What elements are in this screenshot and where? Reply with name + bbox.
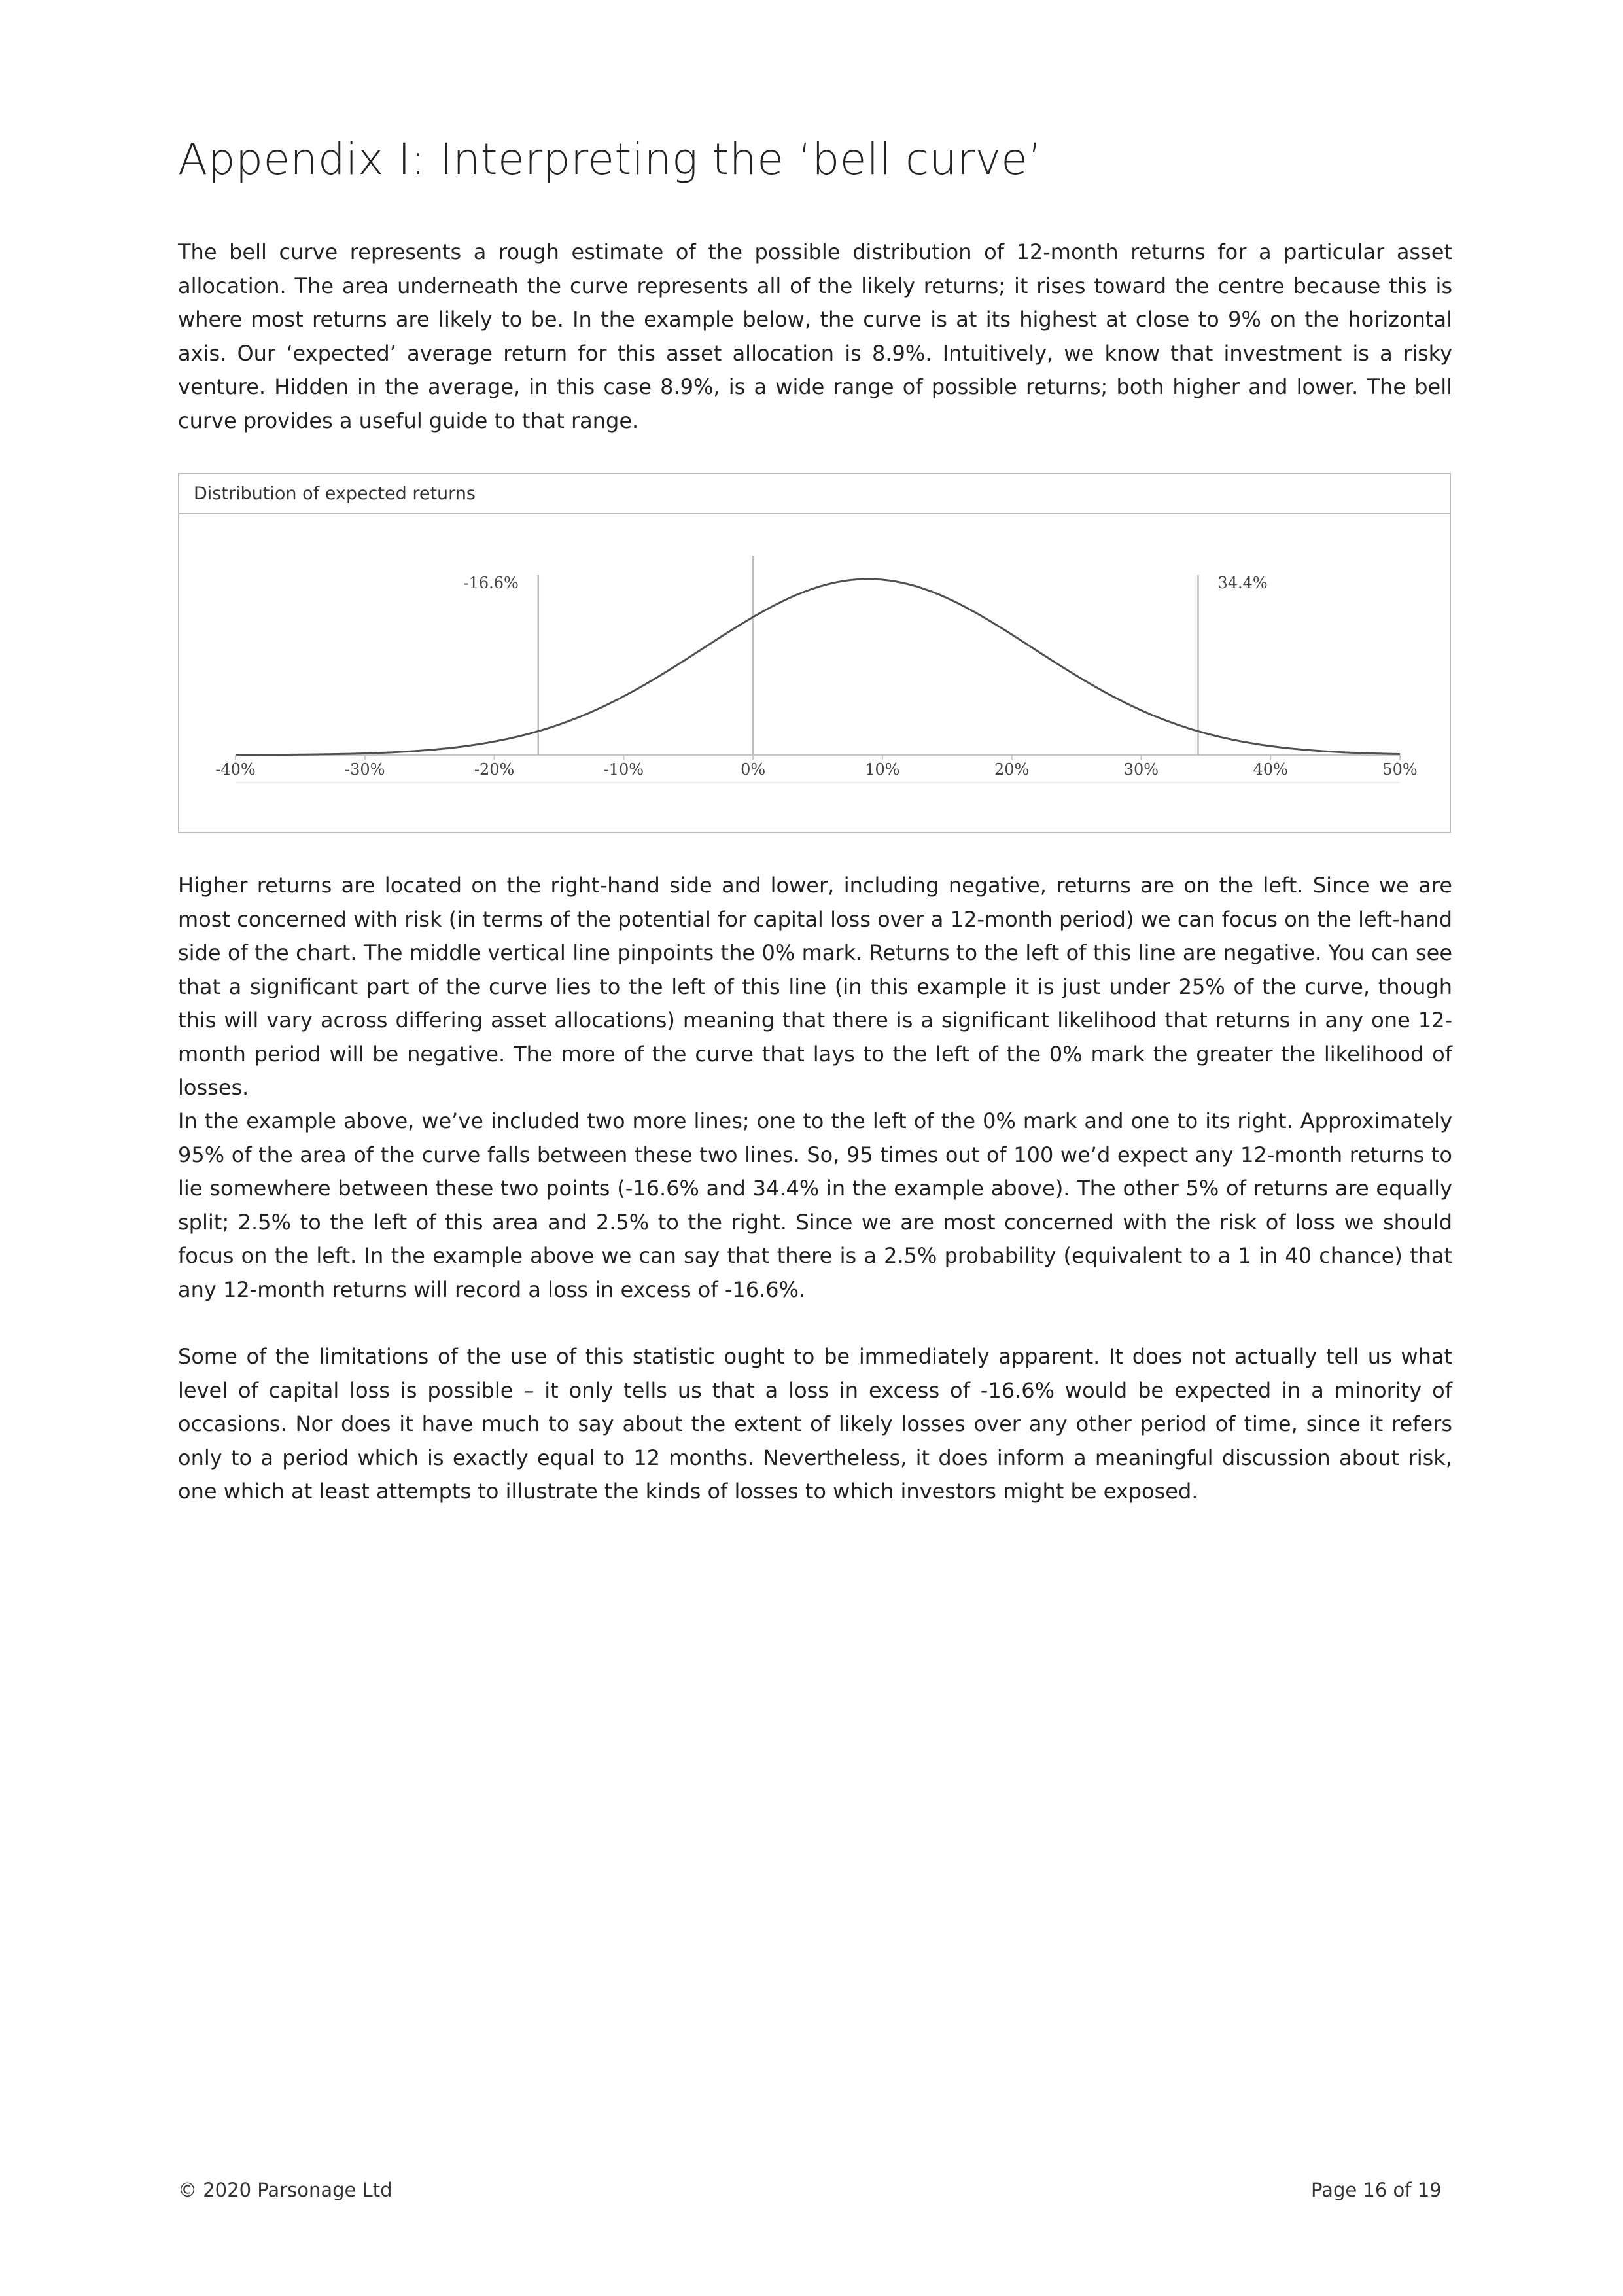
x-tick-label: -30% bbox=[345, 760, 385, 779]
x-tick-label: 0% bbox=[741, 760, 766, 779]
x-tick-label: 20% bbox=[994, 760, 1030, 779]
x-tick-label: -10% bbox=[603, 760, 644, 779]
x-tick-label: 50% bbox=[1382, 760, 1418, 779]
footer-page-number: Page 16 of 19 bbox=[1311, 2179, 1442, 2201]
bell-curve-line bbox=[236, 579, 1400, 755]
bell-curve-chart bbox=[179, 514, 1450, 832]
paragraph-limitations: Some of the limitations of the use of this statistic ought to be immediately apparent. It does not actually tell us what level of capital loss is possible – it only tells us that a loss in excess of -16.6% would be expected in a minority of occasions. Nor does it have much to say about the extent of likely losses over any other period of time, since it refers only to a period which is exactly equal to 12 months. Nevertheless, it does inform a meaningful discussion about risk, one which at least attempts to illustrate the kinds of losses to which investors might be exposed. bbox=[178, 1344, 1452, 1504]
x-tick-label: 40% bbox=[1253, 760, 1288, 779]
paragraph-intro: The bell curve represents a rough estimate of the possible distribution of 12-month returns for a particular asset allocation. The area underneath the curve represents all of the likely returns; it rises toward the centre because this is where most returns are likely to be. In the example below, the curve is at its highest at close to 9% on the horizontal axis. Our ‘expected’ average return for this asset allocation is 8.9%. Intuitively, we know that investment is a risky venture. Hidden in the average, in this case 8.9%, is a wide range of possible returns; both higher and lower. The bell curve provides a useful guide to that range. bbox=[178, 239, 1452, 433]
x-tick-label: 10% bbox=[865, 760, 900, 779]
chart-title: Distribution of expected returns bbox=[179, 474, 1450, 514]
page-title: Appendix I: Interpreting the ‘bell curve’ bbox=[178, 134, 1042, 185]
x-tick-label: -20% bbox=[474, 760, 515, 779]
x-tick-label: -40% bbox=[215, 760, 256, 779]
chart-container bbox=[178, 473, 1451, 833]
marker-label: 34.4% bbox=[1217, 574, 1268, 592]
x-tick-label: 30% bbox=[1123, 760, 1159, 779]
marker-label: -16.6% bbox=[463, 574, 519, 592]
paragraph-confidence: In the example above, we’ve included two more lines; one to the left of the 0% mark and one to its right. Approximately 95% of the area of the curve falls between these two lines. So, 95 times out of 100 we’d expect any 12-month returns to lie somewhere between these two points (-16.6% and 34.4% in the example above). The other 5% of returns are equally split; 2.5% to the left of this area and 2.5% to the right. Since we are most concerned with the risk of loss we should focus on the left. In the example above we can say that there is a 2.5% probability (equivalent to a 1 in 40 chance) that any 12-month returns will record a loss in excess of -16.6%. bbox=[178, 1108, 1452, 1302]
paragraph-risk: Higher returns are located on the right-hand side and lower, including negative, returns are on the left. Since we are most concerned with risk (in terms of the potential for capital loss over a 12-month period) we can focus on the left-hand side of the chart. The middle vertical line pinpoints the 0% mark. Returns to the left of this line are negative. You can see that a significant part of the curve lies to the left of this line (in this example it is just under 25% of the curve, though this will vary across differing asset allocations) meaning that there is a significant likelihood that returns in any one 12-month period will be negative. The more of the curve that lays to the left of the 0% mark the greater the likelihood of losses. bbox=[178, 873, 1452, 1100]
footer-copyright: © 2020 Parsonage Ltd bbox=[178, 2179, 393, 2201]
